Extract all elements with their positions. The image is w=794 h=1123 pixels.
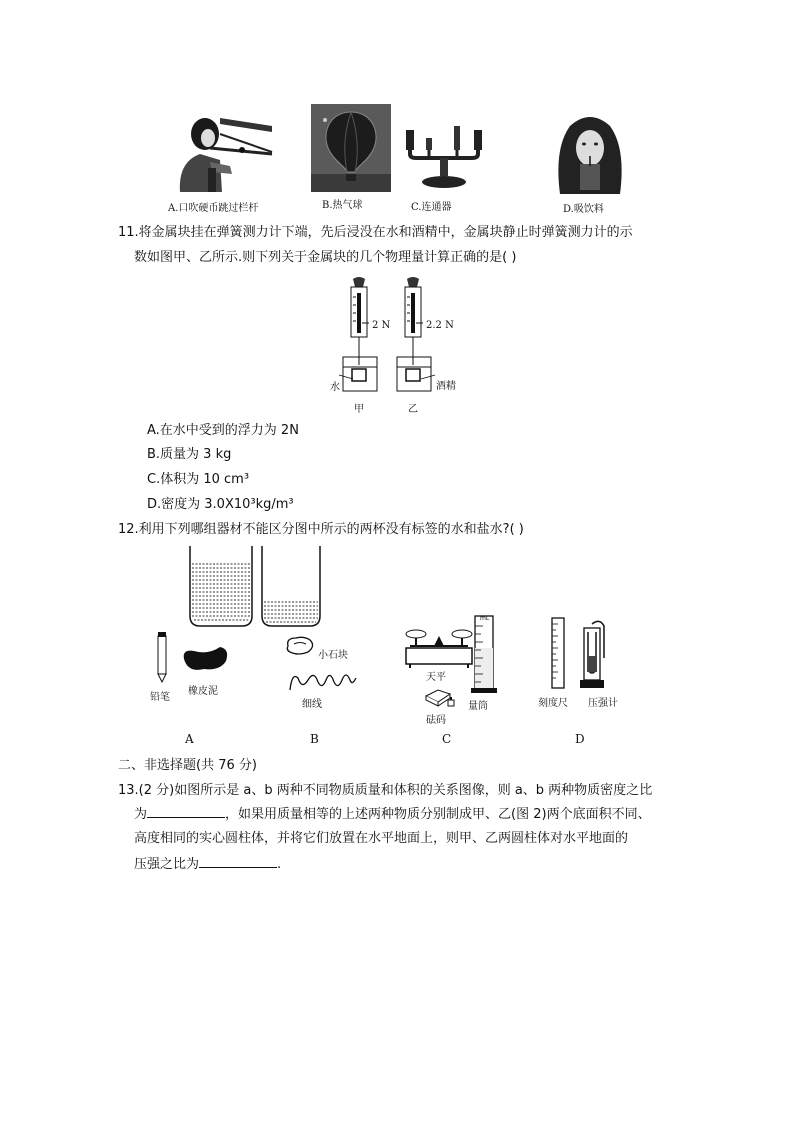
coin-blowing-picture (160, 112, 280, 192)
balance-label: 天平 (426, 672, 446, 683)
measuring-cylinder-icon (469, 612, 499, 694)
section-2-title: 二、非选择题(共 76 分) (118, 758, 257, 773)
weights-icon (424, 686, 456, 708)
answer-blank-1[interactable] (147, 805, 225, 818)
option-10d-label: D.吸饮料 (563, 204, 604, 215)
stone-label: 小石块 (318, 650, 348, 661)
option-11b: B.质量为 3 kg (147, 447, 232, 462)
q13-line2-pre: 为 (134, 807, 148, 822)
option-10b-label: B.热气球 (322, 200, 363, 211)
answer-blank-2[interactable] (199, 855, 277, 868)
question-11-stem-line2: 数如图甲、乙所示.则下列关于金属块的几个物理量计算正确的是( ) (134, 250, 517, 265)
stone-icon (284, 636, 316, 656)
liquid-left-label: 水 (330, 382, 340, 393)
weights-label: 砝码 (426, 715, 446, 726)
hot-air-balloon-picture (311, 104, 391, 192)
option-10a-label: A.口吹硬币跳过栏杆 (168, 203, 259, 214)
cup-right (262, 546, 320, 626)
cup-left (190, 546, 252, 626)
pencil-label: 铅笔 (150, 692, 170, 703)
spring-scale-left (343, 277, 377, 391)
q13-line4-pre: 压强之比为 (134, 857, 200, 872)
q12-label-a: A (185, 732, 194, 746)
balance-icon (404, 626, 474, 670)
spring-scale-figure (325, 275, 475, 415)
question-13-line2 (134, 805, 651, 824)
clay-label: 橡皮泥 (188, 686, 218, 697)
option-11c: C.体积为 10 cm³ (147, 472, 250, 487)
gauge-label: 压强计 (588, 698, 618, 709)
clay-icon (180, 645, 230, 673)
q13-line4-post: . (277, 857, 282, 872)
thread-icon (288, 668, 358, 692)
reading-right: 2.2 N (426, 320, 454, 331)
cylinder-unit: mL (480, 615, 490, 622)
q12-label-c: C (442, 732, 452, 746)
ruler-icon (548, 616, 568, 690)
reading-left: 2 N (372, 320, 391, 331)
option-11a: A.在水中受到的浮力为 2N (147, 423, 299, 438)
cylinder-label: 量筒 (468, 701, 488, 712)
q12-label-b: B (310, 732, 319, 746)
ruler-label: 刻度尺 (538, 698, 568, 709)
figure-label-yi: 乙 (408, 404, 418, 415)
option-10c-label: C.连通器 (411, 202, 452, 213)
two-cups-figure (188, 546, 324, 628)
question-11-stem-line1: 11.将金属块挂在弹簧测力计下端，先后浸没在水和酒精中，金属块静止时弹簧测力计的示 (118, 225, 633, 240)
drinking-picture (550, 108, 630, 194)
q13-line2-post: ，如果用质量相等的上述两种物质分别制成甲、乙(图 2)两个底面积不同、 (225, 807, 651, 822)
question-13-line4 (134, 855, 281, 874)
figure-label-jia: 甲 (354, 404, 364, 415)
question-12-stem: 12.利用下列哪组器材不能区分图中所示的两杯没有标签的水和盐水?( ) (118, 522, 524, 537)
liquid-right-label: 酒精 (436, 381, 456, 392)
option-11d: D.密度为 3.0X10³kg/m³ (147, 497, 294, 512)
spring-scale-right (397, 277, 431, 391)
question-13-line3: 高度相同的实心圆柱体，并将它们放置在水平地面上，则甲、乙两圆柱体对水平地面的 (134, 831, 629, 846)
q12-label-d: D (575, 732, 585, 746)
question-13-line1: 13.(2 分)如图所示是 a、b 两种不同物质质量和体积的关系图像，则 a、b 两种物质密度之比 (118, 783, 653, 798)
thread-label: 细线 (302, 699, 322, 710)
pressure-gauge-icon (576, 618, 610, 692)
pencil-icon (156, 632, 168, 682)
connected-vessels-picture (402, 124, 486, 190)
